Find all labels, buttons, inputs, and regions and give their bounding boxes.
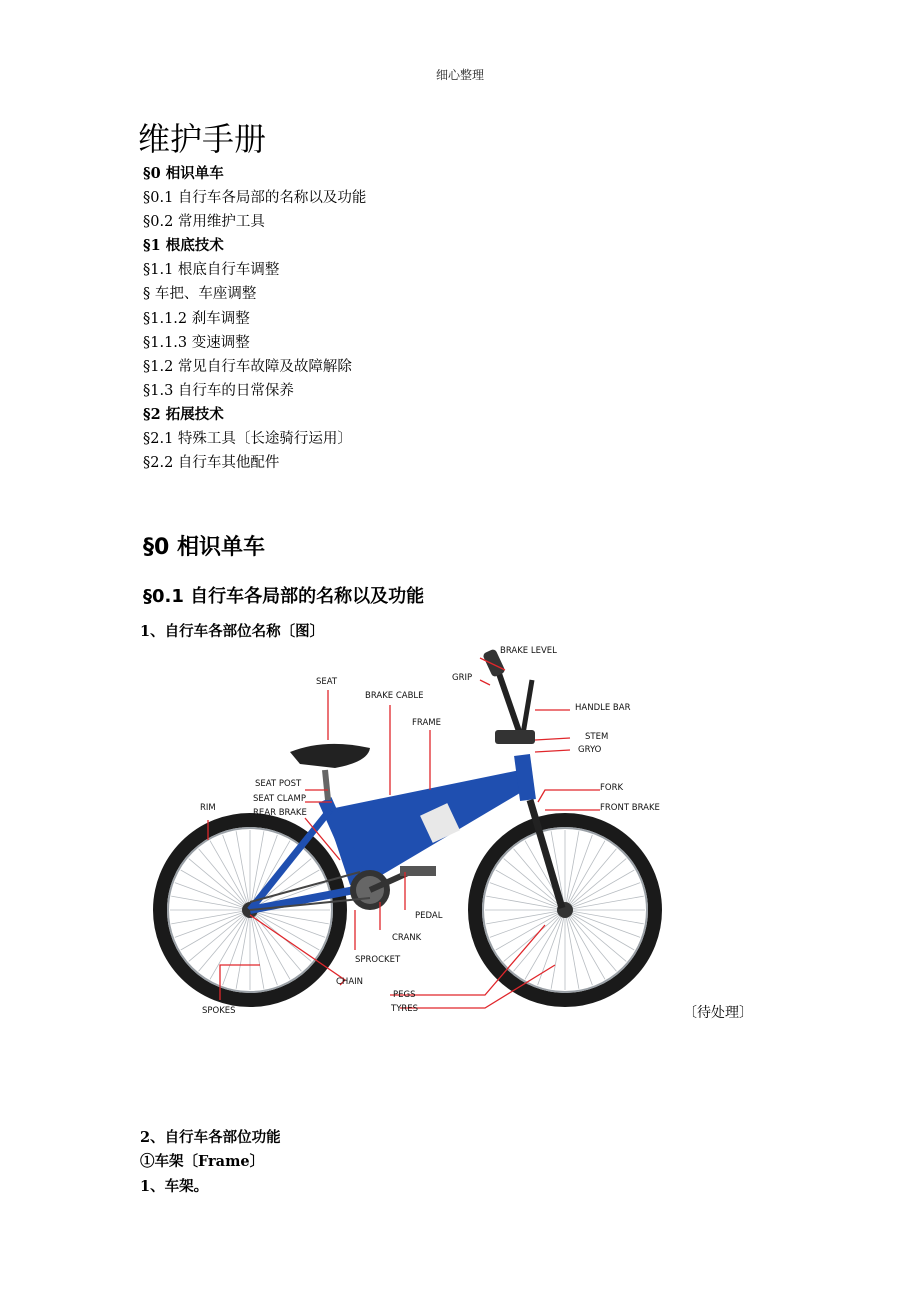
item-frame: ①车架〔Frame〕	[140, 1153, 265, 1170]
toc-item[interactable]: §0.2 常用维护工具	[143, 214, 265, 231]
label-brake-level: BRAKE LEVEL	[500, 646, 557, 656]
label-pegs: PEGS	[393, 990, 416, 1000]
seat	[290, 744, 370, 800]
label-spokes: SPOKES	[202, 1006, 236, 1016]
toc-item[interactable]: §2.1 特殊工具〔长途骑行运用〕	[143, 431, 352, 448]
label-stem: STEM	[585, 732, 609, 742]
label-sprocket: SPROCKET	[355, 955, 401, 965]
label-tyres: TYRES	[391, 1004, 419, 1014]
label-seat-clamp: SEAT CLAMP	[253, 794, 306, 804]
item-frame-sub: 1、车架。	[140, 1178, 209, 1195]
label-frame: FRAME	[412, 718, 441, 728]
figure-label: 1、自行车各部位名称〔图〕	[140, 623, 325, 640]
toc-item[interactable]: §1 根底技术	[143, 237, 224, 255]
figure-caption: 〔待处理〕	[683, 1005, 753, 1021]
page-header: 细心整理	[435, 68, 484, 82]
label-fork: FORK	[600, 783, 624, 793]
section-heading: §0 相识单车	[143, 535, 265, 560]
toc-item[interactable]: §1.1.2 刹车调整	[143, 310, 250, 327]
label-seat: SEAT	[316, 677, 338, 687]
toc-item[interactable]: §1.3 自行车的日常保养	[143, 382, 294, 399]
front-wheel	[475, 820, 655, 1000]
document-title: 维护手册	[138, 120, 267, 158]
toc-item[interactable]: §0 相识单车	[143, 165, 224, 182]
bike-parts-diagram	[150, 640, 670, 1020]
toc-item[interactable]: §2 拓展技术	[143, 405, 224, 423]
label-grip: GRIP	[452, 673, 473, 683]
toc-item[interactable]: §0.1 自行车各局部的名称以及功能	[143, 190, 367, 207]
toc-item[interactable]: §2.2 自行车其他配件	[143, 455, 280, 472]
label-chain: CHAIN	[336, 977, 364, 987]
label-rim: RIM	[200, 803, 216, 813]
functions-heading: 2、自行车各部位功能	[140, 1129, 281, 1146]
label-crank: CRANK	[392, 933, 422, 943]
label-gryo: GRYO	[578, 745, 602, 755]
toc-item[interactable]: §1.1 根底自行车调整	[143, 262, 280, 279]
toc-item[interactable]: §1.2 常见自行车故障及故障解除	[143, 358, 352, 375]
toc-item[interactable]: § 车把、车座调整	[143, 286, 257, 303]
label-front-brake: FRONT BRAKE	[600, 803, 660, 813]
toc-item[interactable]: §1.1.3 变速调整	[143, 334, 250, 351]
label-seat-post: SEAT POST	[255, 779, 302, 789]
subsection-heading: §0.1 自行车各局部的名称以及功能	[143, 586, 425, 607]
label-handle-bar: HANDLE BAR	[575, 703, 631, 713]
label-rear-brake: REAR BRAKE	[253, 808, 307, 818]
table-of-contents	[143, 162, 366, 475]
label-brake-cable: BRAKE CABLE	[365, 691, 424, 701]
label-pedal: PEDAL	[415, 911, 443, 921]
